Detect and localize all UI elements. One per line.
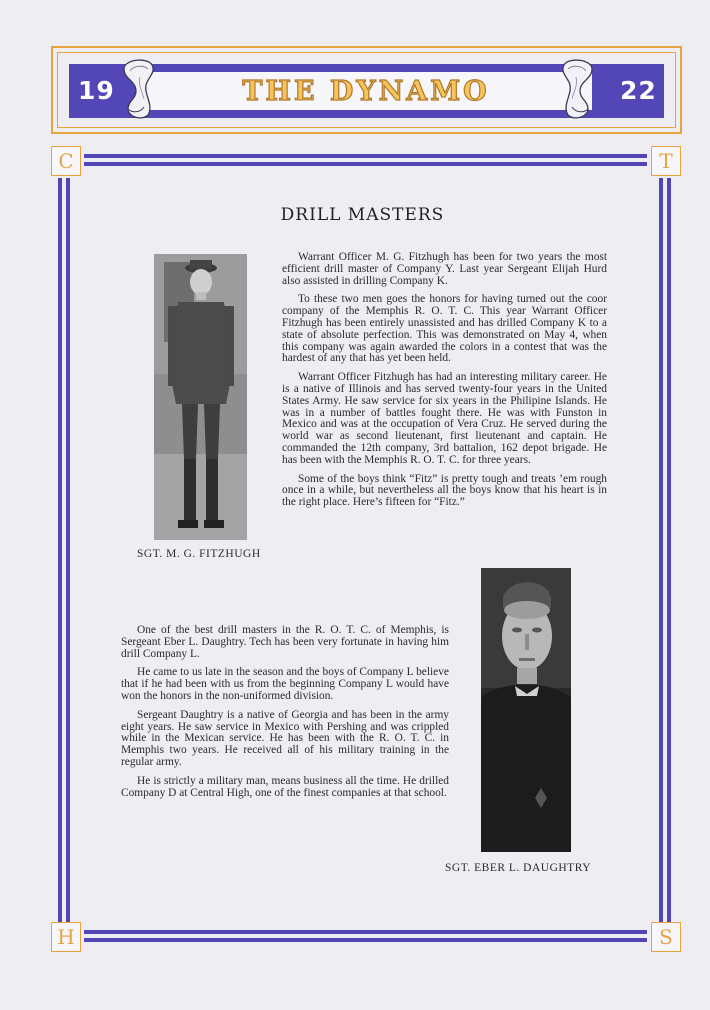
publication-title: THE DYNAMO bbox=[242, 76, 490, 107]
section1-paragraph-1: Warrant Officer M. G. Fitzhugh has been for two years the most efficient drill master of Company Y. Last year Sergeant Elijah Hurd also assisted in drilling Company K. bbox=[282, 251, 607, 287]
frame-right-bar-outer bbox=[667, 178, 671, 922]
section2-text bbox=[121, 625, 449, 806]
section1-text bbox=[282, 252, 607, 516]
frame-right-bar-inner bbox=[659, 178, 663, 922]
frame-left-bar-outer bbox=[58, 178, 62, 922]
corner-letter-top-right: T bbox=[651, 146, 681, 176]
corner-letter-bottom-right: S bbox=[651, 922, 681, 952]
corner-letter-top-left: C bbox=[51, 146, 81, 176]
soldier-portrait-icon bbox=[154, 254, 247, 540]
caption-daughtry: SGT. EBER L. DAUGHTRY bbox=[445, 862, 592, 874]
section2-paragraph-2: He came to us late in the season and the boys of Company L believe that if he had been with us from the beginning Company L would have won the honors in the non-uniformed division. bbox=[121, 666, 449, 702]
year-left: 19 bbox=[78, 76, 115, 105]
section2-paragraph-1: One of the best drill masters in the R. O. T. C. of Memphis, is Sergeant Eber L. Daughtry. Tech has been very fortunate in having him drill Company L. bbox=[121, 624, 449, 660]
caption-fitzhugh: SGT. M. G. FITZHUGH bbox=[137, 548, 261, 560]
scroll-ornament-right-icon bbox=[556, 55, 598, 121]
section1-paragraph-2: To these two men goes the honors for having turned out the coor company of the Memphis R. O. T. C. This year Warrant Officer Fitzhugh has been entirely unassisted and has drilled Company K to a state of absolute perfection. This was demonstrated on May 4, when this company was again awarded the colors in a contest that was the hardest of any that has yet been held. bbox=[282, 293, 607, 365]
corner-letter-bottom-left: H bbox=[51, 922, 81, 952]
scroll-ornament-left-icon bbox=[118, 55, 160, 121]
section1-paragraph-4: Some of the boys think “Fitz” is pretty tough and treats ’em rough once in a while, but nevertheless all the boys know that his heart is in the right place. Here’s fifteen for “Fitz.” bbox=[282, 472, 607, 509]
frame-bottom-bar-inner bbox=[84, 930, 647, 934]
photo-daughtry bbox=[481, 568, 571, 852]
frame-top-bar-outer bbox=[84, 154, 647, 158]
section2-paragraph-3: Sergeant Daughtry is a native of Georgia and has been in the army eight years. He saw service in Mexico with Pershing and was crippled while in the Mexican service. He has been with the R. O. T. C. in Memphis two years. He received all of his military training in the regular army. bbox=[121, 708, 449, 768]
section1-paragraph-3: Warrant Officer Fitzhugh has had an interesting military career. He is a native of Illinois and has served twenty-four years in the United States Army. He saw service for six years in the Philipine Islands. He was in a number of battles fought there. He was with Funston in Mexico and was at the occupation of Vera Cruz. He served during the world war as second lieutenant, first lieutenant and captain. He commanded the 12th company, 3rd battalion, 162 depot brigade. He has been with the Memphis R. O. T. C. for three years. bbox=[282, 371, 607, 466]
photo-fitzhugh bbox=[154, 254, 247, 540]
frame-top-bar-inner bbox=[84, 162, 647, 166]
section2-paragraph-4: He is strictly a military man, means business all the time. He drilled Company D at Central High, one of the finest companies at that school. bbox=[121, 774, 449, 799]
frame-bottom-bar-outer bbox=[84, 938, 647, 942]
page-heading: DRILL MASTERS bbox=[280, 205, 445, 225]
soldier-headshot-icon bbox=[481, 568, 571, 852]
year-right: 22 bbox=[620, 76, 657, 105]
frame-left-bar-inner bbox=[66, 178, 70, 922]
